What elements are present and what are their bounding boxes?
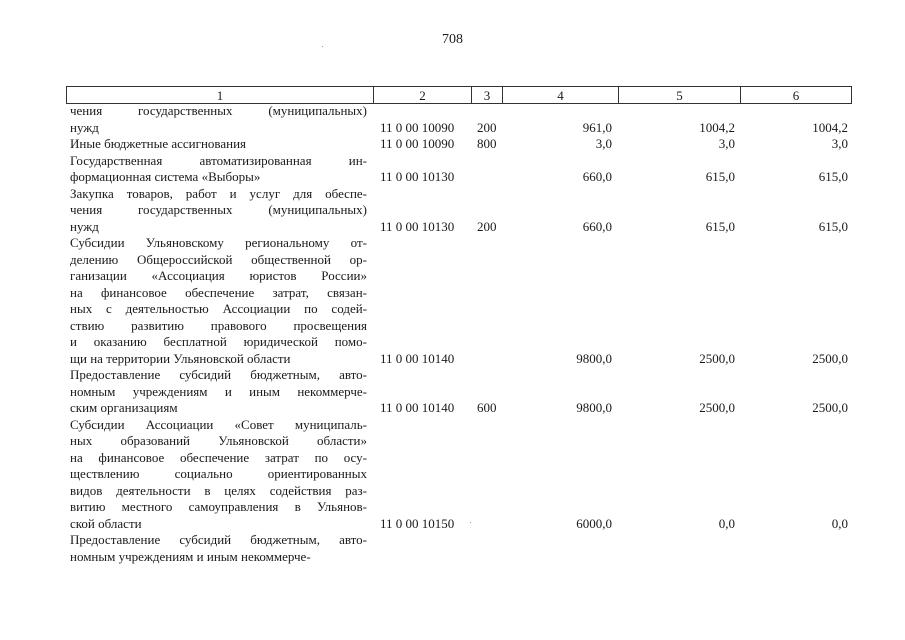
row-description-line: ствию развитию правового просвещения: [70, 317, 367, 333]
column-header-5: 5: [618, 87, 740, 103]
row-value-col5: 2500,0: [699, 400, 735, 415]
row-value-col6: 1004,2: [812, 119, 848, 135]
row-value-col4: 3,0: [595, 136, 612, 151]
row-expense-type: 800: [477, 136, 497, 151]
row-description-line: ных образований Ульяновской области»: [70, 433, 367, 448]
row-value-col6: 2500,0: [812, 350, 848, 366]
row-value-col4: 660,0: [582, 169, 612, 184]
row-description: [70, 532, 367, 565]
row-description-line: Субсидии Ассоциации «Совет муниципаль-: [70, 416, 367, 432]
row-value-col4: 660,0: [582, 218, 612, 234]
row-value-col5: 615,0: [705, 169, 735, 184]
row-description-line: нужд: [70, 119, 99, 135]
row-value-col5: 0,0: [718, 515, 735, 531]
row-code: 11 0 00 10140: [380, 350, 455, 366]
column-header-3: 3: [471, 87, 502, 103]
row-description: [70, 186, 367, 236]
row-value-col6: 615,0: [818, 169, 848, 184]
row-expense-type: 200: [477, 119, 497, 135]
row-description: [70, 367, 367, 417]
row-value-col6: 3,0: [831, 136, 848, 151]
row-value-col5: 3,0: [718, 136, 735, 151]
row-description-line: номным учреждениям и иным некоммерче-: [70, 548, 311, 564]
table-row: [0, 103, 905, 136]
row-value-col5: 2500,0: [699, 350, 735, 366]
table-row: [0, 153, 905, 186]
page-number: 708: [442, 32, 463, 47]
row-code: 11 0 00 10090: [380, 136, 455, 151]
row-code: 11 0 00 10150: [380, 515, 455, 531]
row-value-col5: 1004,2: [699, 119, 735, 135]
row-description: [70, 153, 367, 186]
row-description: [70, 235, 367, 367]
row-description-line: Субсидии Ульяновскому региональному от-: [70, 235, 367, 250]
row-code: 11 0 00 10140: [380, 400, 455, 415]
row-description: [70, 136, 367, 153]
row-description-line: нужд: [70, 218, 99, 234]
row-description-line: Предоставление субсидий бюджетным, авто-: [70, 532, 367, 547]
row-description-line: Закупка товаров, работ и услуг для обеспе-: [70, 185, 367, 201]
row-description-line: чения государственных (муниципальных): [70, 103, 367, 118]
row-description-line: номным учреждениям и иным некоммерче-: [70, 383, 367, 399]
row-value-col4: 961,0: [582, 119, 612, 135]
column-header-6: 6: [740, 87, 851, 103]
column-header-4: 4: [502, 87, 618, 103]
row-description-line: формационная система «Выборы»: [70, 169, 261, 184]
row-description-line: витию местного самоуправления в Ульянов-: [70, 499, 367, 514]
row-description-line: делению Общероссийской общественной ор-: [70, 251, 367, 267]
row-code: 11 0 00 10130: [380, 169, 455, 184]
row-value-col6: 0,0: [831, 515, 848, 531]
row-description-line: Иные бюджетные ассигнования: [70, 136, 247, 151]
row-code: 11 0 00 10130: [380, 218, 455, 234]
row-description-line: видов деятельности в целях содействия раз-: [70, 482, 367, 498]
table-row: [0, 186, 905, 236]
row-description-line: на финансовое обеспечение затрат, связан-: [70, 284, 367, 300]
row-description-line: ским организациям: [70, 400, 178, 415]
row-description-line: на финансовое обеспечение затрат по осу-: [70, 449, 367, 465]
row-value-col5: 615,0: [705, 218, 735, 234]
row-description-line: ганизации «Ассоциация юристов России»: [70, 268, 367, 283]
row-description-line: и оказанию бесплатной юридической помо-: [70, 334, 367, 349]
row-expense-type: 600: [477, 400, 497, 415]
row-description-line: ской области: [70, 515, 142, 531]
row-description-line: чения государственных (муниципальных): [70, 202, 367, 217]
row-description: [70, 103, 367, 136]
row-value-col4: 9800,0: [576, 400, 612, 415]
table-row: [0, 532, 905, 565]
row-description-line: щи на территории Ульяновской области: [70, 350, 291, 366]
row-value-col4: 6000,0: [576, 515, 612, 531]
table-row: [0, 235, 905, 367]
row-description: [70, 417, 367, 533]
row-value-col6: 615,0: [818, 218, 848, 234]
table-row: [0, 136, 905, 153]
table-row: [0, 417, 905, 533]
column-header-1: 1: [216, 88, 224, 103]
row-value-col6: 2500,0: [812, 400, 848, 415]
row-description-line: Предоставление субсидий бюджетным, авто-: [70, 367, 367, 382]
row-description-line: ных с деятельностью Ассоциации по содей-: [70, 301, 367, 316]
row-value-col4: 9800,0: [576, 350, 612, 366]
row-code: 11 0 00 10090: [380, 119, 455, 135]
scan-speck: [470, 522, 471, 523]
column-header-2: 2: [373, 87, 471, 103]
scan-speck: [322, 46, 323, 47]
table-row: [0, 367, 905, 417]
row-expense-type: 200: [477, 218, 497, 234]
row-description-line: Государственная автоматизированная ин-: [70, 152, 367, 168]
row-description-line: ществлению социально ориентированных: [70, 466, 367, 481]
